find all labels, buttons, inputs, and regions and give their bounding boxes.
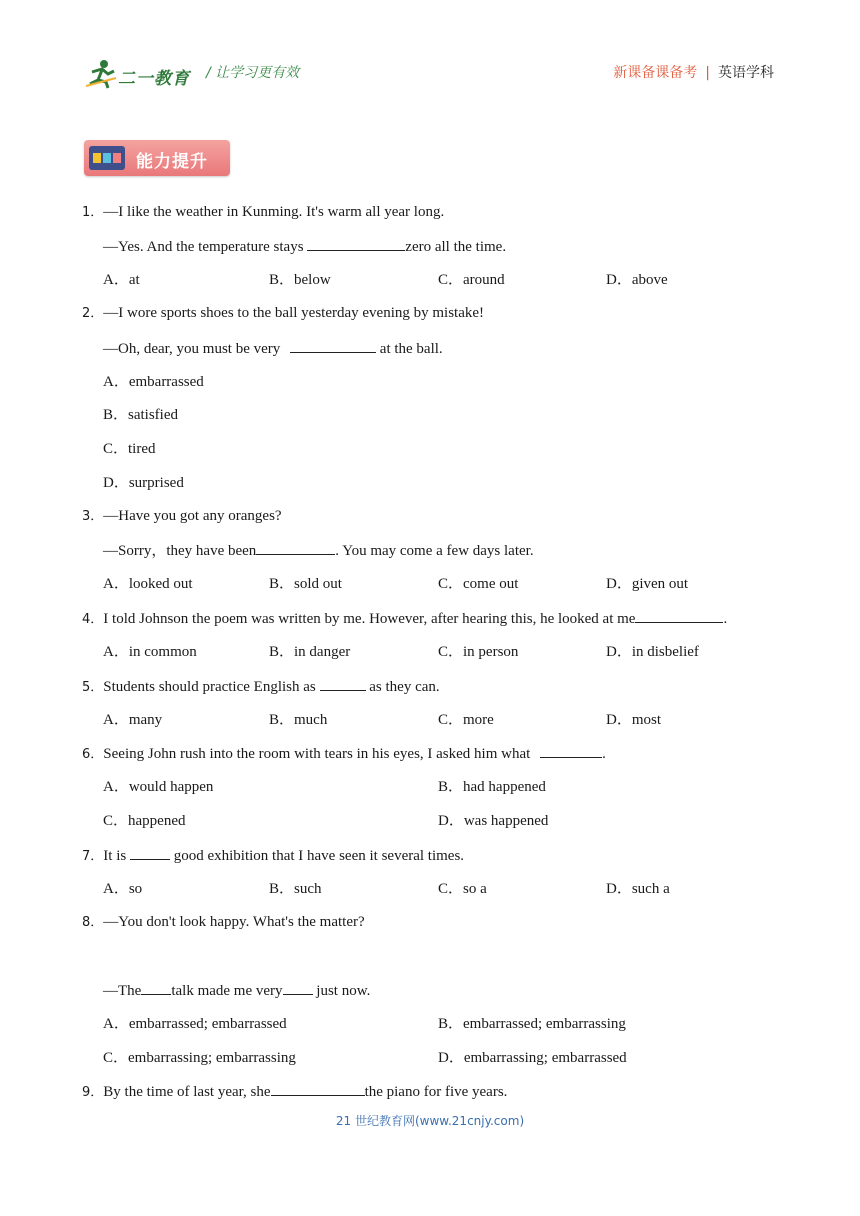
option-a[interactable]: A．many — [103, 712, 163, 728]
question-5 — [82, 676, 440, 698]
text: —Oh, dear, you must be very — [103, 341, 285, 357]
option-b[interactable]: B．satisfied — [103, 407, 178, 423]
answer-blank — [290, 338, 376, 353]
answer-blank — [130, 845, 170, 860]
question-text: —I wore sports shoes to the ball yesterday evening by mistake! — [103, 305, 485, 321]
text: . You may come a few days later. — [335, 543, 534, 559]
option-c[interactable]: C．come out — [438, 576, 519, 592]
option-c[interactable]: C．happened — [103, 813, 186, 829]
answer-blank — [540, 743, 602, 758]
question-8 — [82, 912, 365, 933]
option-b[interactable]: B．such — [269, 881, 322, 897]
text: the piano for five years. — [364, 1084, 508, 1100]
answer-blank — [635, 608, 723, 623]
answer-blank — [283, 980, 313, 995]
text: . — [602, 746, 606, 762]
option-b[interactable]: B．sold out — [269, 576, 342, 592]
text: just now. — [312, 983, 371, 999]
question-number: 6． — [82, 747, 104, 762]
question-text: Seeing John rush into the room with tears in his eyes, I asked him what — [103, 746, 535, 762]
brand-name: 二一教育 — [118, 69, 190, 89]
question-text: —I like the weather in Kunming. It's warm all year long. — [103, 204, 445, 220]
option-a[interactable]: A．looked out — [103, 576, 193, 592]
answer-blank — [307, 236, 405, 251]
option-d[interactable]: D．given out — [606, 576, 689, 592]
option-d[interactable]: D．was happened — [438, 813, 549, 829]
footer-link[interactable]: 21 世纪教育网(www.21cnjy.com) — [335, 1114, 525, 1128]
option-c[interactable]: C．in person — [438, 644, 519, 660]
option-a[interactable]: A．so — [103, 881, 143, 897]
course-label: 新课备课备考 — [613, 65, 698, 81]
section-title: 能力提升 — [136, 152, 208, 172]
option-d[interactable]: D．embarrassing; embarrassed — [438, 1050, 627, 1066]
option-b[interactable]: B．below — [269, 272, 331, 288]
question-3 — [82, 506, 282, 527]
question-number: 7． — [82, 849, 104, 864]
option-b[interactable]: B．in danger — [269, 644, 351, 660]
question-text: Students should practice English as — [103, 679, 320, 695]
header-right — [613, 62, 774, 82]
question-text: —You don't look happy. What's the matter? — [103, 914, 365, 930]
question-7 — [82, 845, 464, 867]
option-d[interactable]: D．above — [606, 272, 668, 288]
question-number: 3． — [82, 509, 104, 524]
question-text: —Have you got any oranges? — [103, 508, 282, 524]
text: —Sorry，they have been — [103, 543, 257, 559]
question-text: It is — [103, 848, 130, 864]
question-number: 9． — [82, 1085, 104, 1100]
text: as they can. — [365, 679, 440, 695]
question-6 — [82, 743, 606, 765]
question-text: By the time of last year, she — [103, 1084, 271, 1100]
question-4 — [82, 608, 727, 630]
question-2 — [82, 303, 484, 324]
text: zero all the time. — [405, 239, 507, 255]
text: . — [723, 611, 728, 627]
answer-blank — [256, 540, 335, 555]
option-d[interactable]: D．surprised — [103, 475, 184, 491]
option-d[interactable]: D．such a — [606, 881, 670, 897]
option-c[interactable]: C．embarrassing; embarrassing — [103, 1050, 296, 1066]
option-c[interactable]: C．tired — [103, 441, 156, 457]
text: —Yes. And the temperature stays — [103, 239, 308, 255]
answer-blank — [141, 980, 171, 995]
question-2-line-2 — [103, 338, 443, 359]
header-separator: | — [705, 65, 710, 81]
answer-blank — [271, 1081, 365, 1096]
option-a[interactable]: A．in common — [103, 644, 197, 660]
option-a[interactable]: A．embarrassed; embarrassed — [103, 1016, 287, 1032]
question-8-line-2 — [103, 980, 370, 1001]
question-1-line-2 — [103, 236, 506, 257]
question-number: 8． — [82, 915, 104, 930]
option-c[interactable]: C．so a — [438, 881, 487, 897]
option-d[interactable]: D．most — [606, 712, 662, 728]
option-b[interactable]: B．much — [269, 712, 328, 728]
option-d[interactable]: D．in disbelief — [606, 644, 699, 660]
subject-label: 英语学科 — [718, 65, 774, 81]
question-number: 1． — [82, 205, 104, 220]
question-text: I told Johnson the poem was written by me. However, after hearing this, he looked at me — [103, 611, 636, 627]
question-9 — [82, 1081, 507, 1103]
text: —The — [103, 983, 142, 999]
answer-blank — [320, 676, 366, 691]
option-a[interactable]: A．at — [103, 272, 140, 288]
question-3-line-2 — [103, 540, 534, 561]
text: good exhibition that I have seen it several times. — [169, 848, 465, 864]
question-number: 5． — [82, 680, 104, 695]
question-1 — [82, 202, 444, 223]
option-c[interactable]: C．more — [438, 712, 494, 728]
runner-icon — [84, 58, 118, 90]
question-number: 4． — [82, 612, 104, 627]
question-number: 2． — [82, 306, 104, 321]
text: at the ball. — [376, 341, 443, 357]
option-a[interactable]: A．embarrassed — [103, 374, 204, 390]
option-b[interactable]: B．had happened — [438, 779, 546, 795]
option-c[interactable]: C．around — [438, 272, 505, 288]
slogan: / 让学习更有效 — [206, 65, 300, 81]
text: talk made me very — [171, 983, 283, 999]
blocks-icon — [89, 146, 125, 170]
option-a[interactable]: A．would happen — [103, 779, 214, 795]
option-b[interactable]: B．embarrassed; embarrassing — [438, 1016, 626, 1032]
